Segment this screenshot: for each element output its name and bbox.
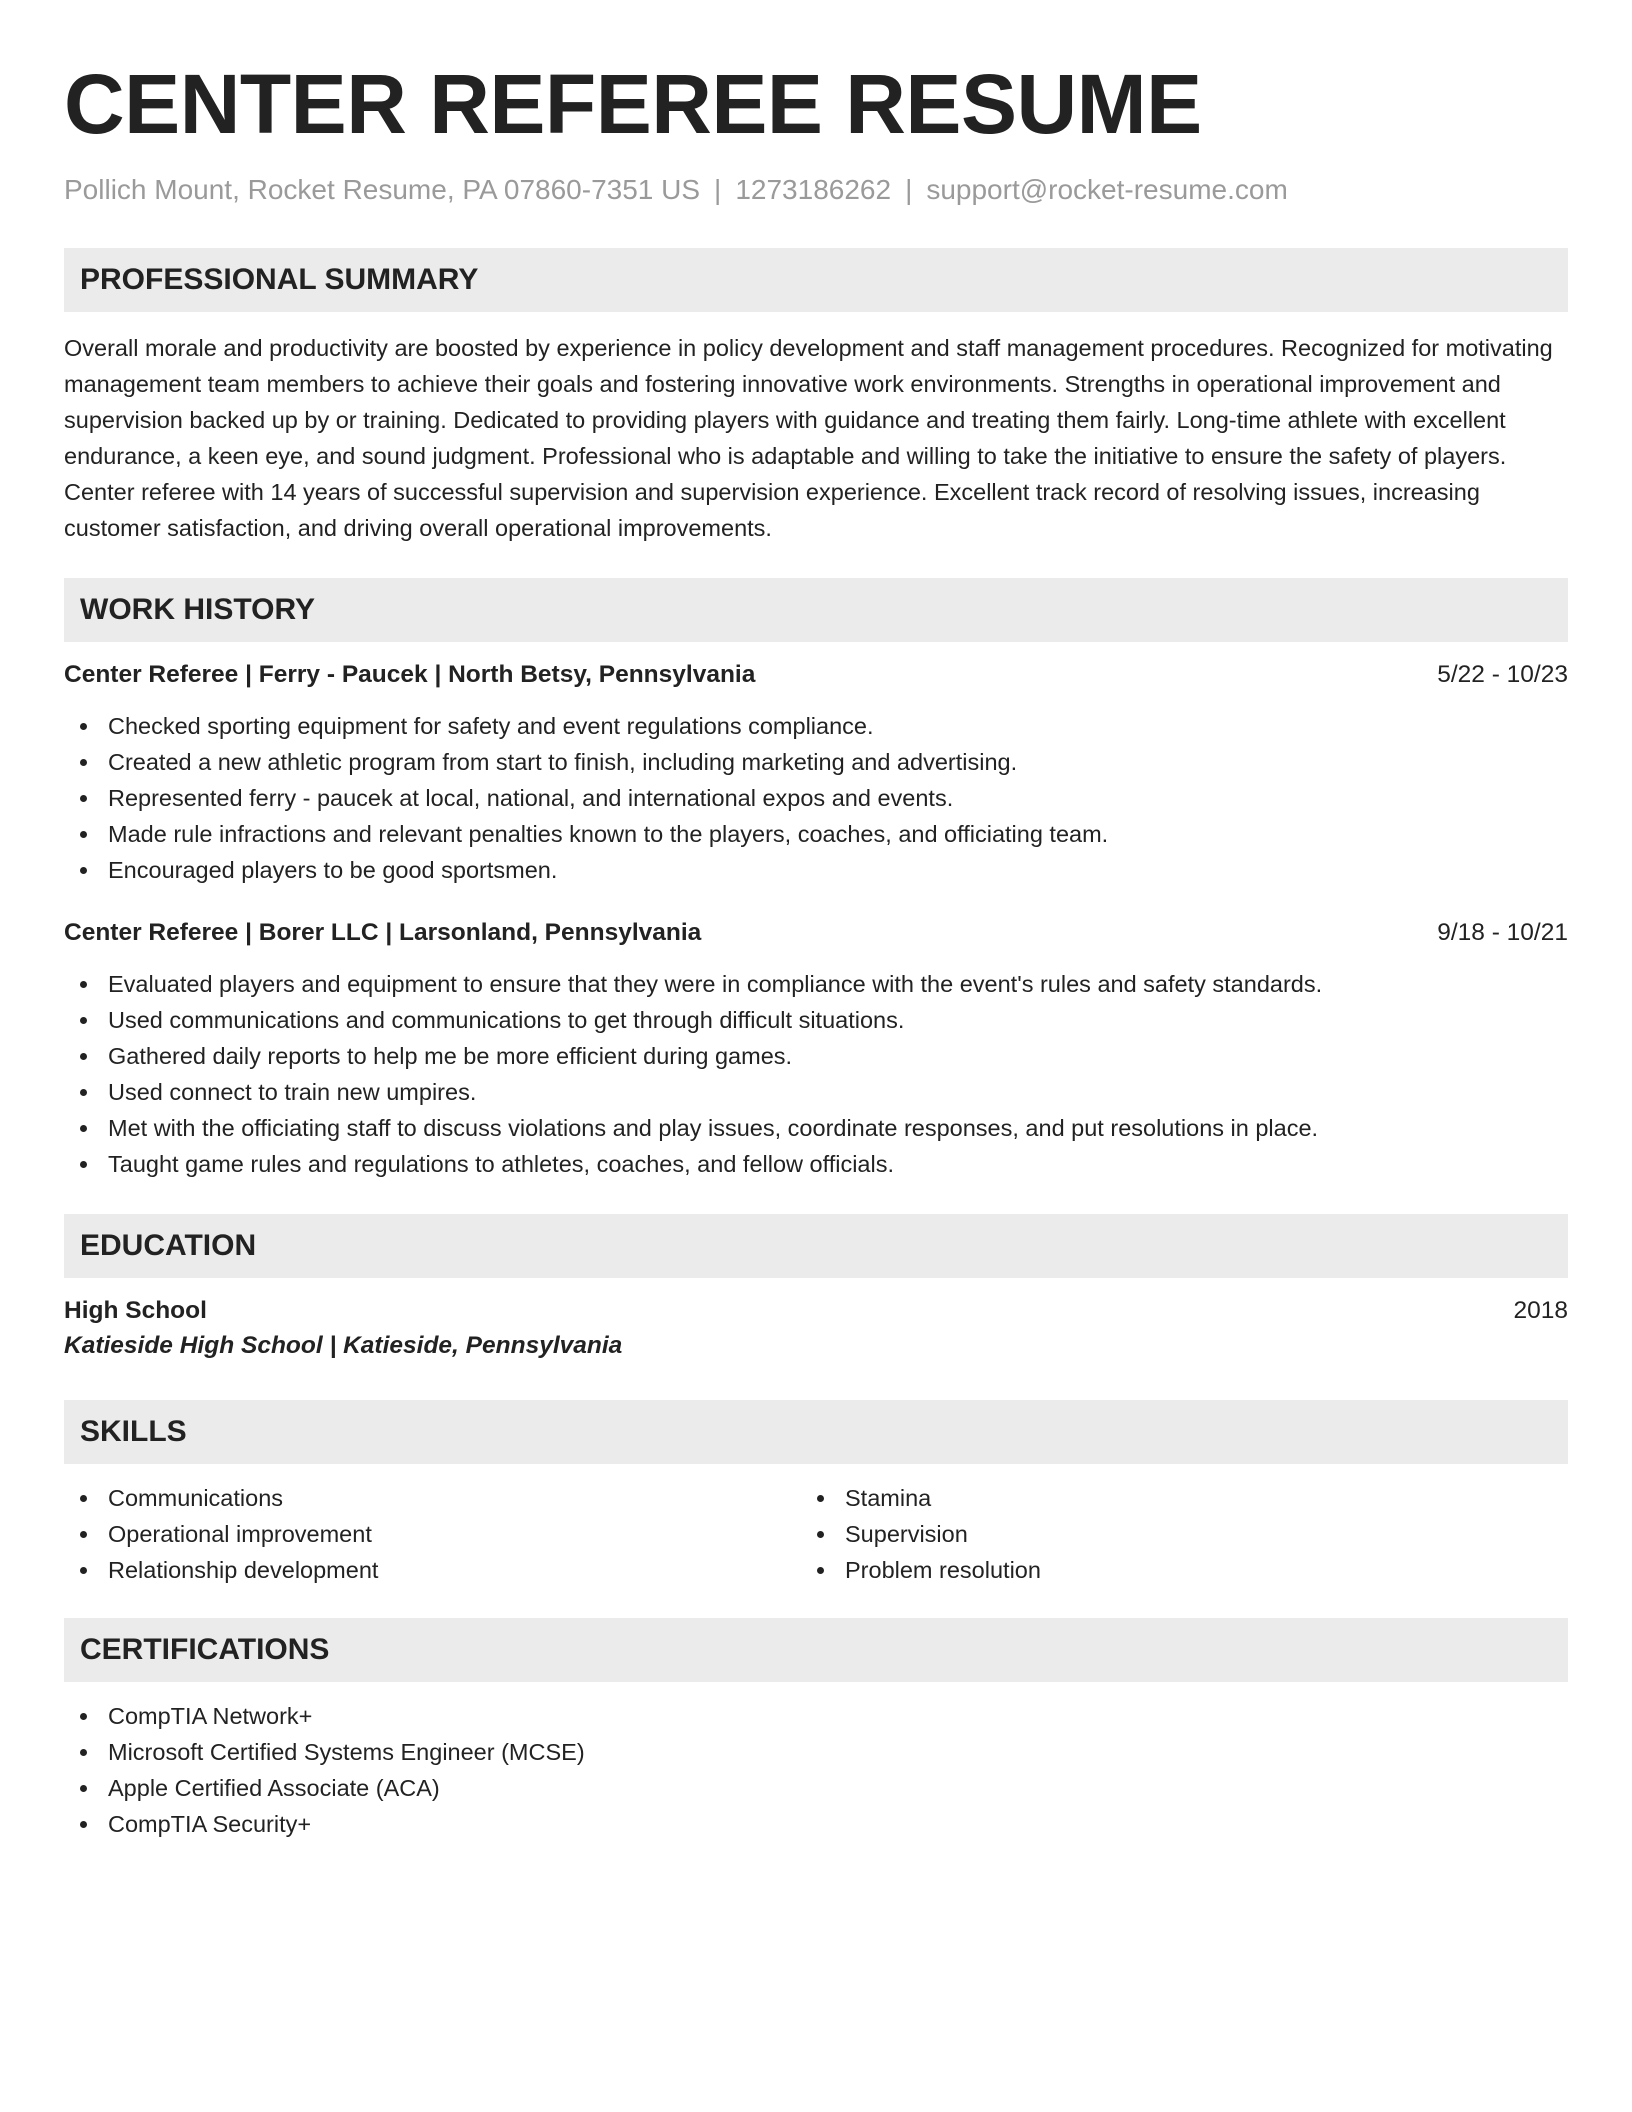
- section-header-skills: SKILLS: [64, 1400, 1568, 1464]
- education-entry: [64, 1294, 1568, 1364]
- job-bullets: [64, 708, 1568, 888]
- skill-item: Stamina: [801, 1480, 1538, 1516]
- certification-item: CompTIA Security+: [64, 1806, 1568, 1842]
- education-school: Katieside High School | Katieside, Pennsylvania: [64, 1332, 623, 1359]
- list-item: Made rule infractions and relevant penalties known to the players, coaches, and officiating team.: [64, 816, 1568, 852]
- list-item: Created a new athletic program from start to finish, including marketing and advertising.: [64, 744, 1568, 780]
- summary-text: Overall morale and productivity are boosted by experience in policy development and staff management procedures. Recognized for motivating management team members to achieve their goals and fostering innovative work environments. Strengths in operational improvement and supervision backed up by or training. Dedicated to providing players with guidance and treating them fairly. Long-time athlete with excellent endurance, a keen eye, and sound judgment. Professional who is adaptable and willing to take the initiative to ensure the safety of players. Center referee with 14 years of successful supervision and supervision experience. Excellent track record of resolving issues, increasing customer satisfaction, and driving overall operational improvements.: [64, 335, 1553, 541]
- section-header-work-history: WORK HISTORY: [64, 578, 1568, 642]
- job-bullets: [64, 966, 1568, 1182]
- list-item: Used communications and communications to get through difficult situations.: [64, 1002, 1568, 1038]
- contact-address: Pollich Mount, Rocket Resume, PA 07860-7351 US: [64, 174, 701, 205]
- list-item: Encouraged players to be good sportsmen.: [64, 852, 1568, 888]
- job-title: Center Referee | Borer LLC | Larsonland, Pennsylvania: [64, 919, 702, 946]
- resume-title: CENTER REFEREE RESUME: [64, 57, 1202, 151]
- education-degree: High School: [64, 1297, 207, 1324]
- certification-item: Microsoft Certified Systems Engineer (MCSE): [64, 1734, 1568, 1770]
- list-item: Used connect to train new umpires.: [64, 1074, 1568, 1110]
- skill-item: Relationship development: [64, 1552, 801, 1588]
- skills-column-right: [801, 1480, 1538, 1588]
- contact-separator: |: [714, 174, 722, 205]
- contact-email: support@rocket-resume.com: [926, 174, 1288, 205]
- skills-column-left: [64, 1480, 801, 1588]
- contact-line: [64, 172, 1568, 208]
- list-item: Checked sporting equipment for safety and event regulations compliance.: [64, 708, 1568, 744]
- job-entry: [64, 916, 1568, 1182]
- education-header: [64, 1294, 1568, 1328]
- certification-item: CompTIA Network+: [64, 1698, 1568, 1734]
- list-item: Met with the officiating staff to discuss violations and play issues, coordinate responses, and put resolutions in place.: [64, 1110, 1568, 1146]
- skill-item: Problem resolution: [801, 1552, 1538, 1588]
- job-header: [64, 916, 1568, 950]
- certification-item: Apple Certified Associate (ACA): [64, 1770, 1568, 1806]
- certifications-list: [64, 1698, 1568, 1842]
- education-year: 2018: [1513, 1297, 1568, 1324]
- section-header-summary: PROFESSIONAL SUMMARY: [64, 248, 1568, 312]
- list-item: Gathered daily reports to help me be more efficient during games.: [64, 1038, 1568, 1074]
- section-header-certifications: CERTIFICATIONS: [64, 1618, 1568, 1682]
- section-header-education: EDUCATION: [64, 1214, 1568, 1278]
- job-header: [64, 658, 1568, 692]
- skill-item: Communications: [64, 1480, 801, 1516]
- list-item: Evaluated players and equipment to ensure that they were in compliance with the event's rules and safety standards.: [64, 966, 1568, 1002]
- list-item: Taught game rules and regulations to athletes, coaches, and fellow officials.: [64, 1146, 1568, 1182]
- job-entry: [64, 658, 1568, 888]
- contact-phone: 1273186262: [735, 174, 892, 205]
- skills-grid: [64, 1480, 1568, 1588]
- contact-separator: |: [905, 174, 913, 205]
- job-dates: 5/22 - 10/23: [1437, 661, 1568, 688]
- job-dates: 9/18 - 10/21: [1437, 919, 1568, 946]
- list-item: Represented ferry - paucek at local, national, and international expos and events.: [64, 780, 1568, 816]
- job-title: Center Referee | Ferry - Paucek | North Betsy, Pennsylvania: [64, 661, 756, 688]
- skill-item: Supervision: [801, 1516, 1538, 1552]
- skill-item: Operational improvement: [64, 1516, 801, 1552]
